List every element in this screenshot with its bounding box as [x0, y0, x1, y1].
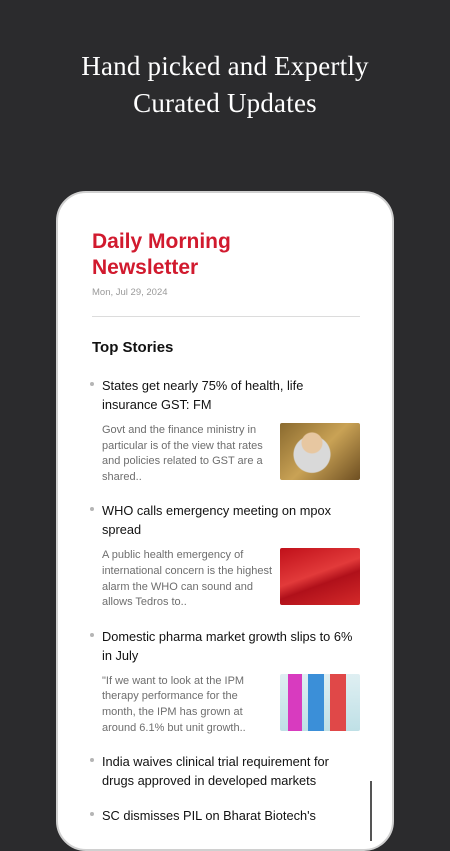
- newsletter-content: [92, 229, 360, 825]
- story-item[interactable]: [92, 806, 360, 825]
- story-item[interactable]: [92, 376, 360, 485]
- phone-frame: [56, 191, 394, 851]
- story-thumbnail[interactable]: [280, 674, 360, 731]
- scrollbar[interactable]: [370, 781, 372, 841]
- newsletter-title-line1: Daily Morning: [92, 230, 231, 253]
- bullet-icon: [90, 758, 94, 762]
- bullet-icon: [90, 382, 94, 386]
- promo-headline-line1: Hand picked and Expertly: [81, 51, 369, 81]
- story-item[interactable]: [92, 627, 360, 736]
- story-title[interactable]: Domestic pharma market growth slips to 6% in July: [102, 628, 353, 663]
- story-title[interactable]: WHO calls emergency meeting on mpox spread: [102, 503, 332, 538]
- story-item[interactable]: [92, 752, 360, 790]
- story-thumbnail[interactable]: [280, 548, 360, 605]
- story-summary: Govt and the finance ministry in particular is of the view that rates and policies related to GST are a shared..: [102, 424, 263, 483]
- promo-headline-line2: Curated Updates: [133, 88, 317, 118]
- bullet-icon: [90, 633, 94, 637]
- story-summary: "If we want to look at the IPM therapy performance for the month, the IPM has grown at around 6.1% but unit growth..: [102, 674, 246, 734]
- story-body: [102, 548, 360, 610]
- story-body: [102, 423, 360, 485]
- newsletter-title-line2: Newsletter: [92, 256, 199, 279]
- promo-headline: [0, 48, 450, 122]
- bullet-icon: [90, 507, 94, 511]
- bullet-icon: [90, 812, 94, 816]
- divider: [92, 316, 360, 317]
- newsletter-title: [92, 229, 360, 281]
- story-thumbnail[interactable]: [280, 423, 360, 480]
- newsletter-date: Mon, Jul 29, 2024: [92, 287, 168, 298]
- story-title[interactable]: India waives clinical trial requirement for drugs approved in developed markets: [102, 754, 329, 789]
- story-item[interactable]: [92, 501, 360, 610]
- story-title[interactable]: States get nearly 75% of health, life insurance GST: FM: [102, 378, 304, 412]
- story-summary: A public health emergency of international concern is the highest alarm the WHO can sound and allows Tedros to..: [102, 549, 272, 609]
- story-title[interactable]: SC dismisses PIL on Bharat Biotech's: [102, 808, 316, 824]
- story-body: [102, 674, 360, 736]
- section-title: Top Stories: [92, 339, 174, 356]
